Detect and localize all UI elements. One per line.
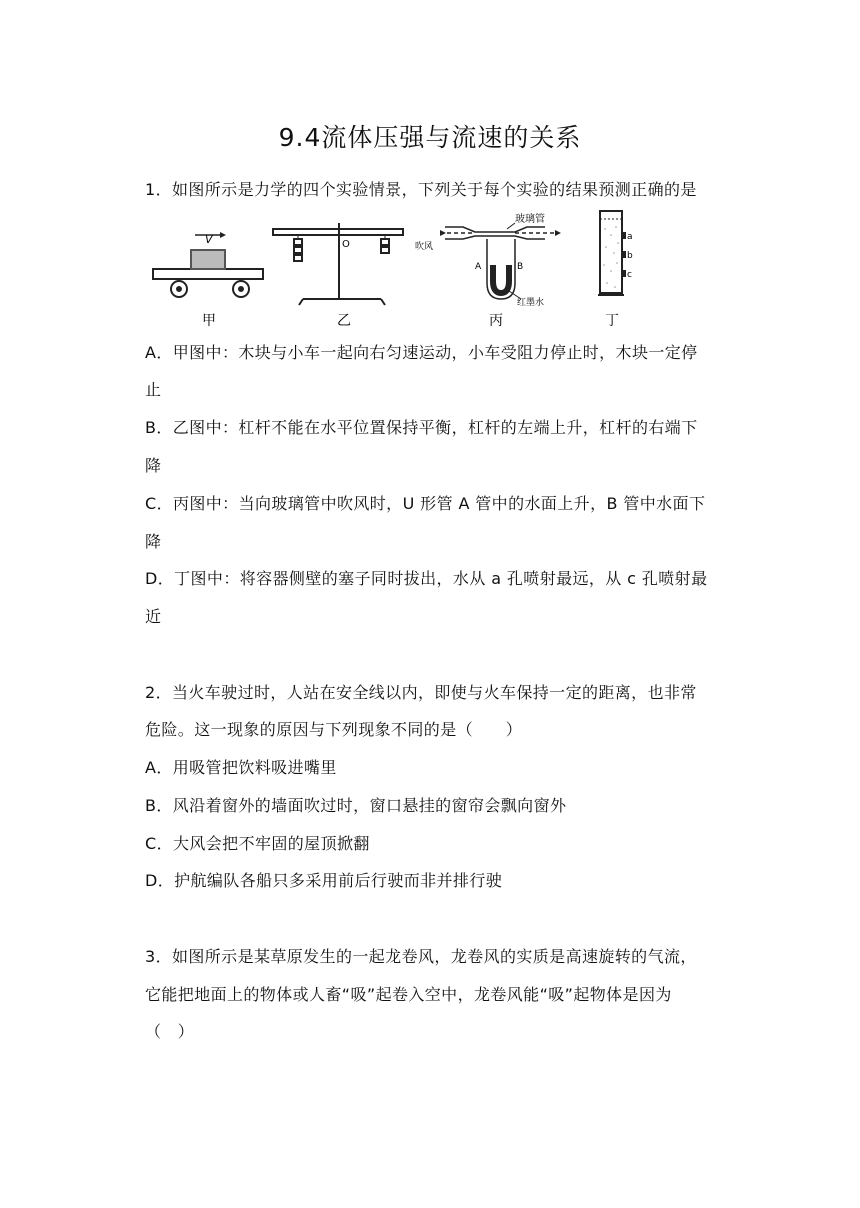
q1-option-a-line2: 止 [145, 380, 162, 399]
weight-left-2 [294, 247, 302, 253]
figure-ding [598, 211, 625, 295]
figure-yi [273, 223, 403, 305]
q1-stem: 1．如图所示是力学的四个实验情景，下列关于每个实验的结果预测正确的是 [145, 180, 697, 199]
ink-label: 红墨水 [517, 298, 545, 308]
q2-stem-line2: 危险。这一现象的原因与下列现象不同的是（ ） [145, 720, 523, 739]
q3-stem-line2: 它能把地面上的物体或人畜“吸”起卷入空中，龙卷风能“吸”起物体是因为 [145, 985, 672, 1004]
weight-left-3 [294, 255, 302, 261]
glass-tube-label: 玻璃管 [515, 214, 545, 225]
q3-stem-line3: （ ） [145, 1022, 195, 1041]
glass-tube-top [445, 227, 545, 232]
caption-ding: 丁 [605, 313, 619, 329]
q1-figure-svg [145, 205, 725, 330]
page-title: 9.4流体压强与流速的关系 [278, 123, 582, 152]
hole-a [622, 233, 625, 238]
cart-body [153, 269, 263, 279]
q3-stem-line1: 3．如图所示是某草原发生的一起龙卷风，龙卷风的实质是高速旋转的气流， [145, 947, 697, 966]
hole-a-label: a [627, 232, 633, 242]
velocity-label: V [205, 233, 213, 246]
q2-stem-line1: 2．当火车驶过时，人站在安全线以内，即使与火车保持一定的距离，也非常 [145, 683, 697, 702]
red-ink [493, 265, 509, 293]
q1-option-c-line1: C．丙图中：当向玻璃管中吹风时，U 形管 A 管中的水面上升，B 管中水面下 [145, 494, 706, 513]
tube-b-label: B [517, 262, 524, 272]
lever-pivot-label: O [342, 239, 350, 250]
q1-option-b-line2: 降 [145, 456, 162, 475]
hole-b-label: b [627, 251, 633, 261]
caption-bing: 丙 [489, 313, 503, 329]
wood-block [191, 250, 225, 269]
weight-right-2 [381, 247, 389, 253]
hole-c-label: c [627, 270, 632, 280]
q1-option-d-line2: 近 [145, 607, 162, 626]
q2-option-c: C．大风会把不牢固的屋顶掀翻 [145, 834, 370, 853]
q1-figure [145, 205, 725, 330]
q1-option-b-line1: B．乙图中：杠杆不能在水平位置保持平衡，杠杆的左端上升，杠杆的右端下 [145, 418, 698, 437]
velocity-arrowhead [220, 232, 226, 238]
weight-left-1 [294, 239, 302, 245]
q2-option-b: B．风沿着窗外的墙面吹过时，窗口悬挂的窗帘会飘向窗外 [145, 796, 567, 815]
blow-label: 吹风 [415, 242, 434, 252]
caption-yi: 乙 [337, 313, 351, 329]
figure-bing [440, 223, 561, 299]
q2-option-d: D．护航编队各船只多采用前后行驶而非并排行驶 [145, 871, 503, 890]
glass-tube-bottom [445, 236, 545, 239]
container [600, 211, 622, 293]
q2-option-a: A．用吸管把饮料吸进嘴里 [145, 758, 337, 777]
q1-option-d-line1: D．丁图中：将容器侧壁的塞子同时拔出，水从 a 孔喷射最远，从 c 孔喷射最 [145, 569, 708, 588]
q1-option-c-line2: 降 [145, 532, 162, 551]
caption-jia: 甲 [202, 313, 216, 329]
tube-a-label: A [475, 262, 482, 272]
weight-right-1 [381, 239, 389, 245]
hole-c [622, 271, 625, 276]
q1-option-a-line1: A．甲图中：木块与小车一起向右匀速运动，小车受阻力停止时，木块一定停 [145, 343, 698, 362]
hole-b [622, 252, 625, 257]
